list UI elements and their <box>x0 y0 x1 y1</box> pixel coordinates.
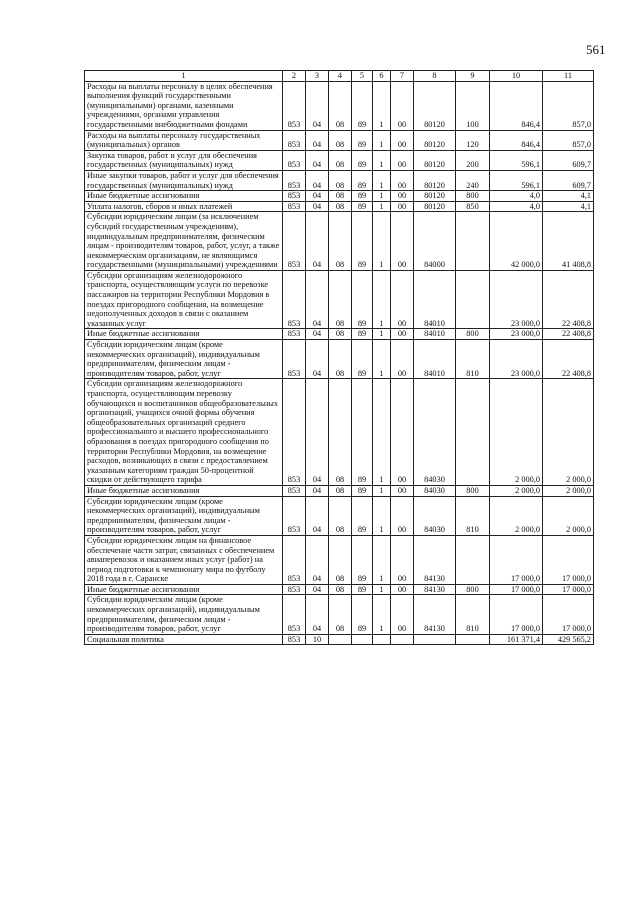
cell-c6: 1 <box>373 584 391 595</box>
cell-c4: 08 <box>329 212 352 271</box>
cell-c6: 1 <box>373 496 391 535</box>
cell-c8: 80120 <box>414 201 456 212</box>
table-row <box>85 379 594 486</box>
cell-c6: 1 <box>373 535 391 584</box>
cell-c10: 161 371,4 <box>490 634 543 645</box>
cell-c4: 08 <box>329 130 352 150</box>
row-name: Субсидии юридическим лицам (кроме некоммерческих организаций), индивидуальным предпринимателям, физическим лицам - производителям товаров, работ, услуг <box>85 340 283 379</box>
cell-c8: 84030 <box>414 485 456 496</box>
row-name: Иные бюджетные ассигнования <box>85 584 283 595</box>
row-name: Социальная политика <box>85 634 283 645</box>
cell-c8: 84010 <box>414 329 456 340</box>
table-row <box>85 584 594 595</box>
cell-c6: 1 <box>373 270 391 329</box>
cell-c7: 00 <box>391 329 414 340</box>
cell-c5: 89 <box>352 170 373 190</box>
cell-c2: 853 <box>283 212 306 271</box>
cell-c3: 04 <box>306 212 329 271</box>
column-header-3: 3 <box>306 71 329 82</box>
cell-c11: 17 000,0 <box>543 535 594 584</box>
cell-c9 <box>456 535 490 584</box>
cell-c7: 00 <box>391 485 414 496</box>
cell-c10: 23 000,0 <box>490 270 543 329</box>
cell-c3: 04 <box>306 496 329 535</box>
table-row <box>85 595 594 634</box>
cell-c7: 00 <box>391 191 414 202</box>
cell-c9 <box>456 379 490 486</box>
cell-c8 <box>414 634 456 645</box>
cell-c8: 80120 <box>414 150 456 170</box>
table-row <box>85 270 594 329</box>
row-name: Субсидии юридическим лицам (кроме некоммерческих организаций), индивидуальным предпринимателям, физическим лицам - производителям товаров, работ, услуг <box>85 496 283 535</box>
cell-c6: 1 <box>373 201 391 212</box>
cell-c11: 4,1 <box>543 201 594 212</box>
cell-c4: 08 <box>329 201 352 212</box>
cell-c2: 853 <box>283 485 306 496</box>
cell-c3: 04 <box>306 595 329 634</box>
page-number: 561 <box>586 42 606 57</box>
cell-c9: 810 <box>456 340 490 379</box>
cell-c4: 08 <box>329 340 352 379</box>
cell-c3: 04 <box>306 270 329 329</box>
cell-c6: 1 <box>373 81 391 130</box>
header-row <box>85 71 594 82</box>
cell-c10: 42 000,0 <box>490 212 543 271</box>
cell-c4: 08 <box>329 595 352 634</box>
cell-c9: 120 <box>456 130 490 150</box>
cell-c8: 84030 <box>414 496 456 535</box>
cell-c5: 89 <box>352 584 373 595</box>
cell-c9: 200 <box>456 150 490 170</box>
cell-c11: 22 408,8 <box>543 270 594 329</box>
cell-c9: 100 <box>456 81 490 130</box>
row-name: Субсидии организациям железнодорожного транспорта, осуществляющим услуги по перевозке пассажиров на территории Республики Мордовия в поездах пригородного сообщения, на возмещение недополученных доходов в связи с оказанием указанных услуг <box>85 270 283 329</box>
cell-c9: 810 <box>456 595 490 634</box>
cell-c10: 17 000,0 <box>490 584 543 595</box>
table-row <box>85 535 594 584</box>
cell-c9: 850 <box>456 201 490 212</box>
cell-c10: 2 000,0 <box>490 496 543 535</box>
cell-c5: 89 <box>352 379 373 486</box>
cell-c8: 80120 <box>414 170 456 190</box>
row-name: Иные бюджетные ассигнования <box>85 485 283 496</box>
cell-c7: 00 <box>391 212 414 271</box>
cell-c5: 89 <box>352 150 373 170</box>
row-name: Субсидии юридическим лицам на финансовое обеспечение части затрат, связанных с обеспечением авиаперевозок и оказанием иных услуг (работ) на период подготовки к чемпионату мира по футболу 2018 года в г. Саранске <box>85 535 283 584</box>
table-row <box>85 191 594 202</box>
cell-c5 <box>352 634 373 645</box>
cell-c7: 00 <box>391 595 414 634</box>
table-body <box>85 81 594 645</box>
cell-c5: 89 <box>352 496 373 535</box>
cell-c10: 17 000,0 <box>490 595 543 634</box>
cell-c10: 17 000,0 <box>490 535 543 584</box>
cell-c2: 853 <box>283 634 306 645</box>
cell-c5: 89 <box>352 212 373 271</box>
cell-c9: 240 <box>456 170 490 190</box>
cell-c2: 853 <box>283 496 306 535</box>
cell-c7: 00 <box>391 584 414 595</box>
cell-c11: 2 000,0 <box>543 379 594 486</box>
cell-c6: 1 <box>373 170 391 190</box>
column-header-5: 5 <box>352 71 373 82</box>
cell-c2: 853 <box>283 340 306 379</box>
cell-c2: 853 <box>283 130 306 150</box>
cell-c8: 84010 <box>414 340 456 379</box>
cell-c4: 08 <box>329 329 352 340</box>
cell-c7 <box>391 634 414 645</box>
cell-c3: 04 <box>306 340 329 379</box>
cell-c6: 1 <box>373 191 391 202</box>
cell-c9: 800 <box>456 191 490 202</box>
row-name: Субсидии юридическим лицам (за исключением субсидий государственным учреждениям), индивидуальным предпринимателям, физическим лицам - производителям товаров, работ, услуг, а также некоммерческим организациям, не являющимся государственными (муниципальными) учреждениями <box>85 212 283 271</box>
cell-c3: 04 <box>306 130 329 150</box>
cell-c10: 4,0 <box>490 191 543 202</box>
cell-c7: 00 <box>391 150 414 170</box>
cell-c3: 04 <box>306 584 329 595</box>
cell-c4: 08 <box>329 485 352 496</box>
cell-c9: 800 <box>456 329 490 340</box>
cell-c3: 10 <box>306 634 329 645</box>
column-header-11: 11 <box>543 71 594 82</box>
table-row <box>85 150 594 170</box>
cell-c7: 00 <box>391 496 414 535</box>
cell-c5: 89 <box>352 81 373 130</box>
cell-c11: 17 000,0 <box>543 584 594 595</box>
row-name: Закупка товаров, работ и услуг для обеспечения государственных (муниципальных) нужд <box>85 150 283 170</box>
cell-c2: 853 <box>283 81 306 130</box>
cell-c6: 1 <box>373 485 391 496</box>
cell-c11: 857,0 <box>543 81 594 130</box>
cell-c3: 04 <box>306 485 329 496</box>
cell-c11: 609,7 <box>543 170 594 190</box>
cell-c11: 2 000,0 <box>543 485 594 496</box>
cell-c3: 04 <box>306 150 329 170</box>
column-header-1: 1 <box>85 71 283 82</box>
cell-c3: 04 <box>306 379 329 486</box>
row-name: Иные закупки товаров, работ и услуг для обеспечения государственных (муниципальных) нужд <box>85 170 283 190</box>
cell-c2: 853 <box>283 379 306 486</box>
cell-c11: 429 565,2 <box>543 634 594 645</box>
cell-c2: 853 <box>283 201 306 212</box>
table-row <box>85 212 594 271</box>
row-name: Иные бюджетные ассигнования <box>85 329 283 340</box>
table-row <box>85 329 594 340</box>
cell-c9: 800 <box>456 584 490 595</box>
cell-c2: 853 <box>283 150 306 170</box>
cell-c8: 84130 <box>414 535 456 584</box>
cell-c6: 1 <box>373 150 391 170</box>
cell-c7: 00 <box>391 340 414 379</box>
cell-c4: 08 <box>329 584 352 595</box>
cell-c8: 80120 <box>414 130 456 150</box>
column-header-8: 8 <box>414 71 456 82</box>
cell-c5: 89 <box>352 329 373 340</box>
cell-c7: 00 <box>391 130 414 150</box>
cell-c8: 84010 <box>414 270 456 329</box>
row-name: Иные бюджетные ассигнования <box>85 191 283 202</box>
cell-c2: 853 <box>283 595 306 634</box>
cell-c2: 853 <box>283 535 306 584</box>
cell-c6: 1 <box>373 340 391 379</box>
cell-c4: 08 <box>329 379 352 486</box>
row-name: Субсидии организациям железнодорожного транспорта, осуществляющим перевозку обучающихся и воспитанников общеобразовательных организаций, учащихся очной формы обучения общеобразовательных организаций среднего профессионального и высшего профессионального образования в поездах пригородного сообщения по территории Республики Мордовия, на возмещение расходов, возникающих в связи с предоставлением указанным категориям граждан 50-процентной скидки от действующего тарифа <box>85 379 283 486</box>
cell-c2: 853 <box>283 270 306 329</box>
table-row <box>85 340 594 379</box>
cell-c8: 84130 <box>414 595 456 634</box>
cell-c5: 89 <box>352 130 373 150</box>
cell-c7: 00 <box>391 201 414 212</box>
cell-c2: 853 <box>283 329 306 340</box>
cell-c9: 810 <box>456 496 490 535</box>
cell-c10: 23 000,0 <box>490 340 543 379</box>
table-row <box>85 485 594 496</box>
cell-c4: 08 <box>329 170 352 190</box>
cell-c10: 596,1 <box>490 150 543 170</box>
cell-c5: 89 <box>352 595 373 634</box>
column-header-4: 4 <box>329 71 352 82</box>
cell-c10: 23 000,0 <box>490 329 543 340</box>
cell-c4: 08 <box>329 81 352 130</box>
cell-c7: 00 <box>391 379 414 486</box>
cell-c4: 08 <box>329 496 352 535</box>
cell-c5: 89 <box>352 270 373 329</box>
cell-c3: 04 <box>306 201 329 212</box>
cell-c8: 84130 <box>414 584 456 595</box>
cell-c3: 04 <box>306 191 329 202</box>
cell-c10: 2 000,0 <box>490 379 543 486</box>
cell-c5: 89 <box>352 485 373 496</box>
cell-c9: 800 <box>456 485 490 496</box>
cell-c5: 89 <box>352 340 373 379</box>
column-header-10: 10 <box>490 71 543 82</box>
row-name: Субсидии юридическим лицам (кроме некоммерческих организаций), индивидуальным предпринимателям, физическим лицам - производителям товаров, работ, услуг <box>85 595 283 634</box>
cell-c3: 04 <box>306 170 329 190</box>
cell-c2: 853 <box>283 191 306 202</box>
cell-c8: 80120 <box>414 81 456 130</box>
column-header-2: 2 <box>283 71 306 82</box>
budget-table <box>84 70 594 645</box>
cell-c9 <box>456 212 490 271</box>
cell-c4: 08 <box>329 535 352 584</box>
cell-c4: 08 <box>329 270 352 329</box>
cell-c6: 1 <box>373 130 391 150</box>
table-row <box>85 634 594 645</box>
cell-c6: 1 <box>373 379 391 486</box>
cell-c5: 89 <box>352 535 373 584</box>
cell-c4: 08 <box>329 150 352 170</box>
table-row <box>85 81 594 130</box>
cell-c10: 846,4 <box>490 81 543 130</box>
table-row <box>85 496 594 535</box>
cell-c11: 22 408,8 <box>543 340 594 379</box>
cell-c11: 41 408,8 <box>543 212 594 271</box>
cell-c11: 22 408,8 <box>543 329 594 340</box>
column-header-9: 9 <box>456 71 490 82</box>
cell-c11: 2 000,0 <box>543 496 594 535</box>
cell-c8: 84000 <box>414 212 456 271</box>
column-header-7: 7 <box>391 71 414 82</box>
cell-c6 <box>373 634 391 645</box>
cell-c10: 596,1 <box>490 170 543 190</box>
cell-c3: 04 <box>306 81 329 130</box>
cell-c5: 89 <box>352 191 373 202</box>
cell-c6: 1 <box>373 329 391 340</box>
row-name: Уплата налогов, сборов и иных платежей <box>85 201 283 212</box>
cell-c7: 00 <box>391 535 414 584</box>
cell-c9 <box>456 634 490 645</box>
table-row <box>85 130 594 150</box>
cell-c10: 846,4 <box>490 130 543 150</box>
cell-c11: 857,0 <box>543 130 594 150</box>
cell-c2: 853 <box>283 584 306 595</box>
cell-c2: 853 <box>283 170 306 190</box>
cell-c9 <box>456 270 490 329</box>
cell-c10: 2 000,0 <box>490 485 543 496</box>
table-row <box>85 201 594 212</box>
cell-c4 <box>329 634 352 645</box>
cell-c7: 00 <box>391 170 414 190</box>
cell-c10: 4,0 <box>490 201 543 212</box>
cell-c3: 04 <box>306 329 329 340</box>
cell-c8: 84030 <box>414 379 456 486</box>
cell-c7: 00 <box>391 270 414 329</box>
row-name: Расходы на выплаты персоналу в целях обеспечения выполнения функций государственными (муниципальными) органами, казенными учреждениями, органами управления государственными внебюджетными фондами <box>85 81 283 130</box>
cell-c7: 00 <box>391 81 414 130</box>
cell-c5: 89 <box>352 201 373 212</box>
row-name: Расходы на выплаты персоналу государственных (муниципальных) органов <box>85 130 283 150</box>
column-header-6: 6 <box>373 71 391 82</box>
cell-c4: 08 <box>329 191 352 202</box>
cell-c11: 4,1 <box>543 191 594 202</box>
cell-c6: 1 <box>373 595 391 634</box>
cell-c8: 80120 <box>414 191 456 202</box>
cell-c11: 609,7 <box>543 150 594 170</box>
cell-c6: 1 <box>373 212 391 271</box>
cell-c11: 17 000,0 <box>543 595 594 634</box>
table-row <box>85 170 594 190</box>
cell-c3: 04 <box>306 535 329 584</box>
